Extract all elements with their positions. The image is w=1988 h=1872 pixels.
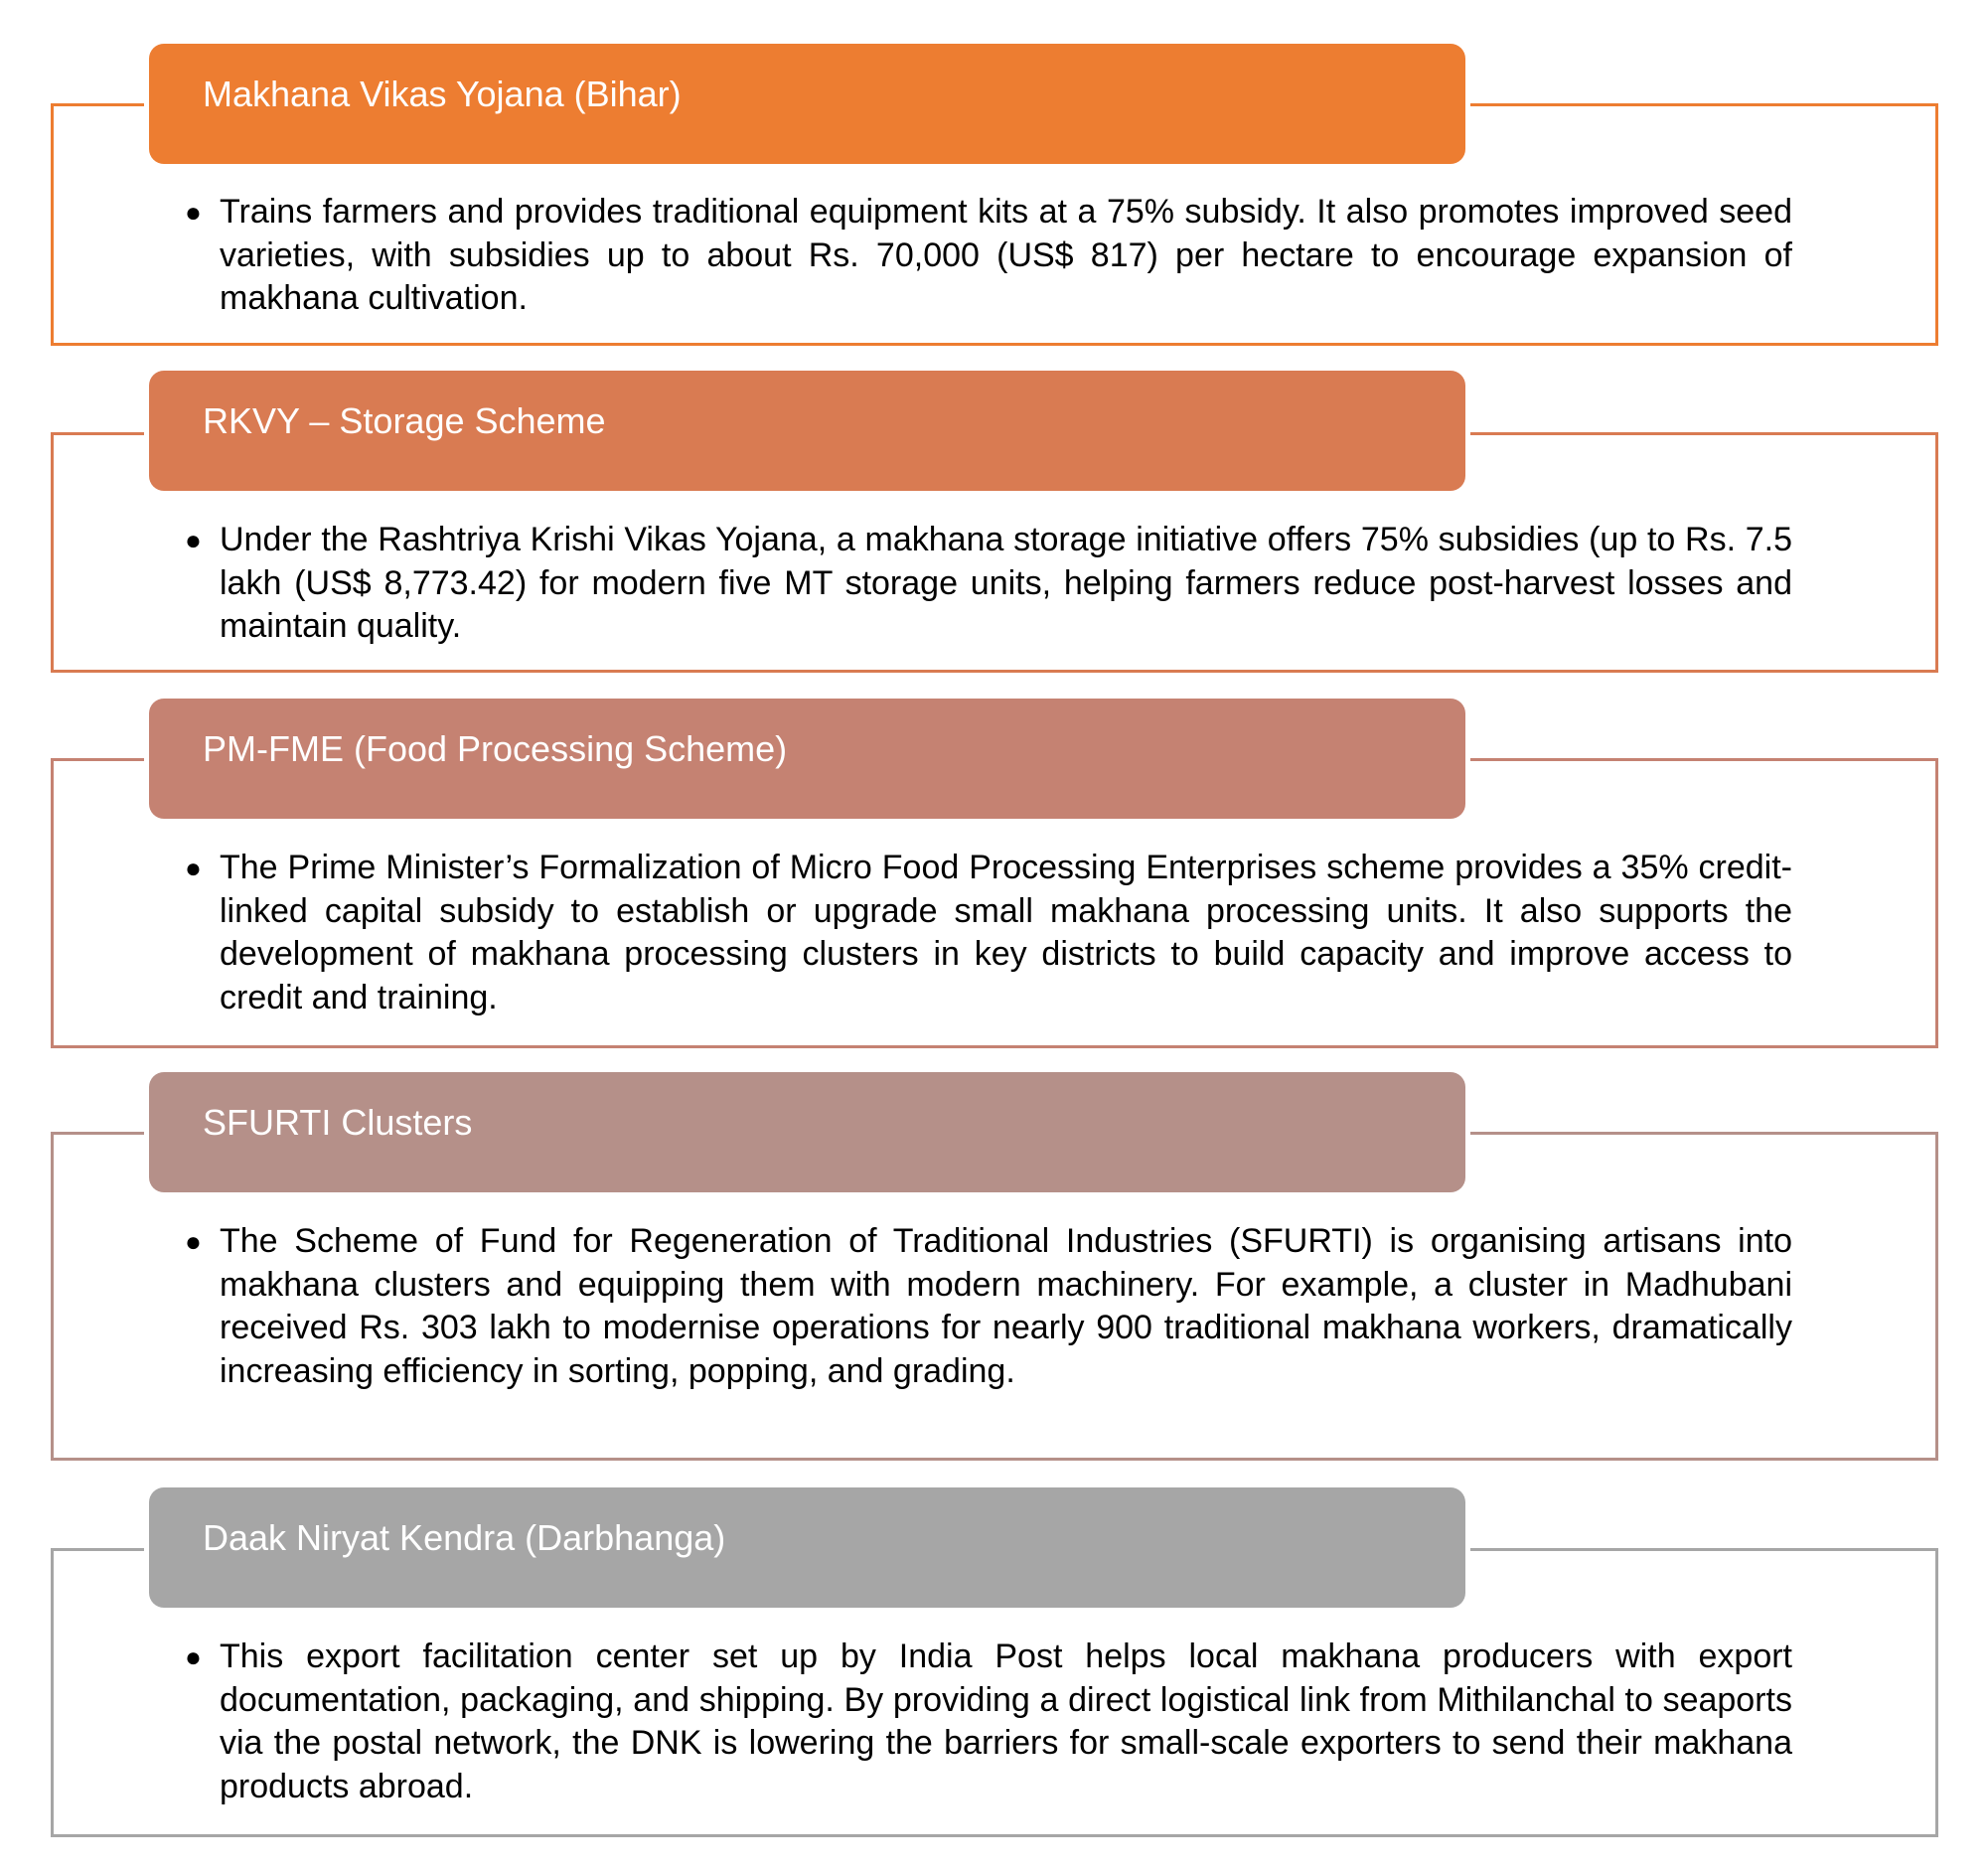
scheme-title-banner (149, 371, 1465, 491)
scheme-description (185, 191, 1792, 321)
scheme-description (185, 519, 1792, 649)
bullet-item (185, 191, 1792, 321)
description-text: Under the Rashtriya Krishi Vikas Yojana, a makhana storage initiative offers 75% subsidies (up to Rs. 7.5 lakh (US$ 8,773.42) for modern five MT storage units, helping farmers reduce post-harvest losses and maintain quality. (220, 521, 1792, 646)
scheme-title: RKVY – Storage Scheme (203, 399, 606, 441)
bullet-item (185, 1636, 1792, 1808)
bullet-icon: ● (185, 197, 202, 228)
scheme-title: Makhana Vikas Yojana (Bihar) (203, 73, 682, 114)
scheme-title-banner (149, 44, 1465, 164)
scheme-description (185, 1220, 1792, 1393)
scheme-title-banner (149, 1072, 1465, 1192)
scheme-title: SFURTI Clusters (203, 1101, 473, 1143)
scheme-title: PM-FME (Food Processing Scheme) (203, 727, 788, 769)
bullet-icon: ● (185, 1226, 202, 1257)
scheme-title-banner (149, 699, 1465, 819)
description-text: This export facilitation center set up by India Post helps local makhana producers with export documentation, packaging, and shipping. By providing a direct logistical link from Mithilanchal to seaports via the postal network, the DNK is lowering the barriers for small-scale exporters to send their makhana products abroad. (220, 1638, 1792, 1805)
scheme-description (185, 1636, 1792, 1808)
description-text: Trains farmers and provides traditional equipment kits at a 75% subsidy. It also promotes improved seed varieties, with subsidies up to about Rs. 70,000 (US$ 817) per hectare to encourage expansion of makhana cultivation. (220, 193, 1792, 318)
scheme-title-banner (149, 1487, 1465, 1608)
bullet-icon: ● (185, 525, 202, 555)
bullet-icon: ● (185, 853, 202, 883)
bullet-item (185, 847, 1792, 1019)
scheme-title: Daak Niryat Kendra (Darbhanga) (203, 1516, 726, 1558)
description-text: The Scheme of Fund for Regeneration of Traditional Industries (SFURTI) is organising artisans into makhana clusters and equipping them with modern machinery. For example, a cluster in Madhubani received Rs. 303 lakh to modernise operations for nearly 900 traditional makhana workers, dramatically increasing efficiency in sorting, popping, and grading. (220, 1222, 1792, 1390)
bullet-item (185, 1220, 1792, 1393)
bullet-item (185, 519, 1792, 649)
bullet-icon: ● (185, 1641, 202, 1672)
scheme-description (185, 847, 1792, 1019)
description-text: The Prime Minister’s Formalization of Micro Food Processing Enterprises scheme provides a 35% credit-linked capital subsidy to establish or upgrade small makhana processing units. It also supports the development of makhana processing clusters in key districts to build capacity and improve access to credit and training. (220, 849, 1792, 1016)
